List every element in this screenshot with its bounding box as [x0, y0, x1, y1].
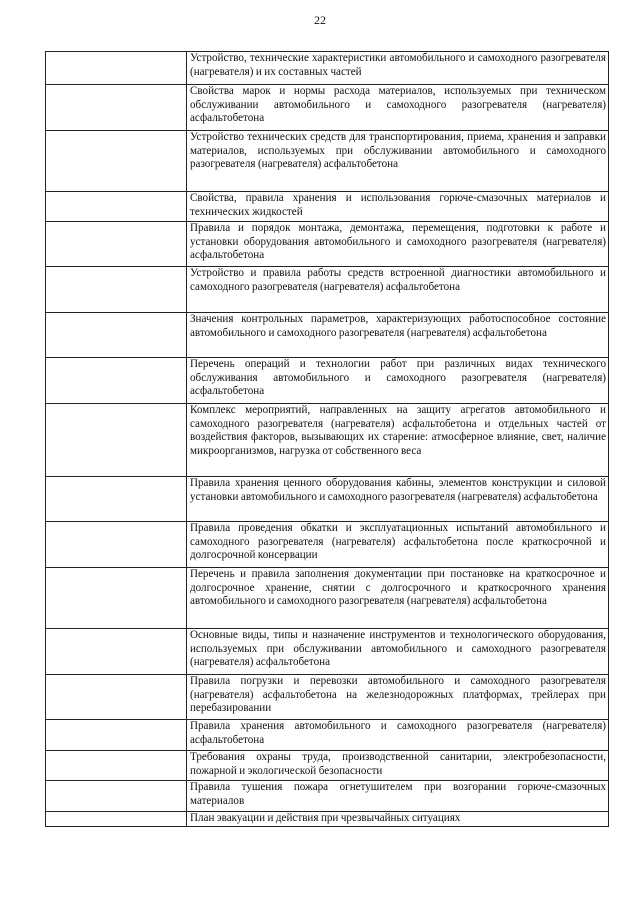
table-row-left-cell: [46, 267, 187, 313]
table-row-text: Правила погрузки и перевозки автомобильного и самоходного разогревателя (нагревателя) асфальтобетона на железнодорожных платформах, трейлерах при перебазировании: [187, 675, 609, 720]
table-row-left-cell: [46, 358, 187, 404]
table-row: [46, 358, 609, 404]
table-body: [46, 52, 609, 827]
table-row-text: План эвакуации и действия при чрезвычайных ситуациях: [187, 812, 609, 827]
table-row: [46, 751, 609, 781]
table-row-left-cell: [46, 313, 187, 358]
table-row-left-cell: [46, 192, 187, 222]
table-row: [46, 52, 609, 85]
table-row-text: Правила тушения пожара огнетушителем при возгорании горюче-смазочных материалов: [187, 781, 609, 812]
table-row-text: Правила и порядок монтажа, демонтажа, перемещения, подготовки к работе и установки оборудования автомобильного и самоходного разогревателя (нагревателя) асфальтобетона: [187, 222, 609, 267]
table-row: [46, 404, 609, 477]
page-number: 22: [314, 13, 326, 27]
table-row-left-cell: [46, 477, 187, 522]
table-row-left-cell: [46, 85, 187, 131]
table-row-text: Перечень и правила заполнения документации при постановке на краткосрочное и долгосрочное хранение, снятии с долгосрочного и краткосрочного хранения автомобильного и самоходного разогревателя (нагревателя) асфальтобетона: [187, 568, 609, 629]
table-row: [46, 568, 609, 629]
table-row-left-cell: [46, 812, 187, 827]
table-row: [46, 267, 609, 313]
table-row-left-cell: [46, 629, 187, 675]
table-row-left-cell: [46, 781, 187, 812]
table-row-text: Требования охраны труда, производственной санитарии, электробезопасности, пожарной и экологической безопасности: [187, 751, 609, 781]
table-row-text: Устройство, технические характеристики автомобильного и самоходного разогревателя (нагревателя) и их составных частей: [187, 52, 609, 85]
table-row-left-cell: [46, 522, 187, 568]
table-row-text: Правила проведения обкатки и эксплуатационных испытаний автомобильного и самоходного разогревателя (нагревателя) асфальтобетона после краткосрочной и долгосрочной консервации: [187, 522, 609, 568]
table-row: [46, 522, 609, 568]
table-row-text: Правила хранения ценного оборудования кабины, элементов конструкции и силовой установки автомобильного и самоходного разогревателя (нагревателя) асфальтобетона: [187, 477, 609, 522]
table-row-text: Основные виды, типы и назначение инструментов и технологического оборудования, используемых при обслуживании автомобильного и самоходного разогревателя (нагревателя) асфальтобетона: [187, 629, 609, 675]
table-row: [46, 222, 609, 267]
table-row: [46, 85, 609, 131]
table-row: [46, 812, 609, 827]
table-row-text: Устройство и правила работы средств встроенной диагностики автомобильного и самоходного разогревателя (нагревателя) асфальтобетона: [187, 267, 609, 313]
table-row-left-cell: [46, 52, 187, 85]
table-row-text: Значения контрольных параметров, характеризующих работоспособное состояние автомобильного и самоходного разогревателя (нагревателя) асфальтобетона: [187, 313, 609, 358]
table-row: [46, 313, 609, 358]
table-row-left-cell: [46, 222, 187, 267]
table-row-left-cell: [46, 131, 187, 192]
table-row: [46, 477, 609, 522]
table-row: [46, 675, 609, 720]
table-row-text: Комплекс мероприятий, направленных на защиту агрегатов автомобильного и самоходного разогревателя (нагревателя) асфальтобетона и отдельных частей от воздействия факторов, вызывающих их старение: атмосферное влияние, свет, наличие микроорганизмов, нагрузка от собственного веса: [187, 404, 609, 477]
table-row: [46, 629, 609, 675]
table-row-text: Правила хранения автомобильного и самоходного разогревателя (нагревателя) асфальтобетона: [187, 720, 609, 751]
table-row-left-cell: [46, 720, 187, 751]
table-row-text: Перечень операций и технологии работ при различных видах технического обслуживания автомобильного и самоходного разогревателя (нагревателя) асфальтобетона: [187, 358, 609, 404]
knowledge-table: [45, 51, 609, 827]
table-row-left-cell: [46, 404, 187, 477]
table-row: [46, 781, 609, 812]
table-row-left-cell: [46, 568, 187, 629]
table-row: [46, 131, 609, 192]
table-row-text: Свойства, правила хранения и использования горюче-смазочных материалов и технических жидкостей: [187, 192, 609, 222]
table-row-left-cell: [46, 751, 187, 781]
table-row: [46, 720, 609, 751]
table-row-text: Свойства марок и нормы расхода материалов, используемых при техническом обслуживании автомобильного и самоходного разогревателя (нагревателя) асфальтобетона: [187, 85, 609, 131]
table-row: [46, 192, 609, 222]
table-row-text: Устройство технических средств для транспортирования, приема, хранения и заправки материалов, используемых при обслуживании автомобильного и самоходного разогревателя (нагревателя) асфальтобетона: [187, 131, 609, 192]
table-row-left-cell: [46, 675, 187, 720]
